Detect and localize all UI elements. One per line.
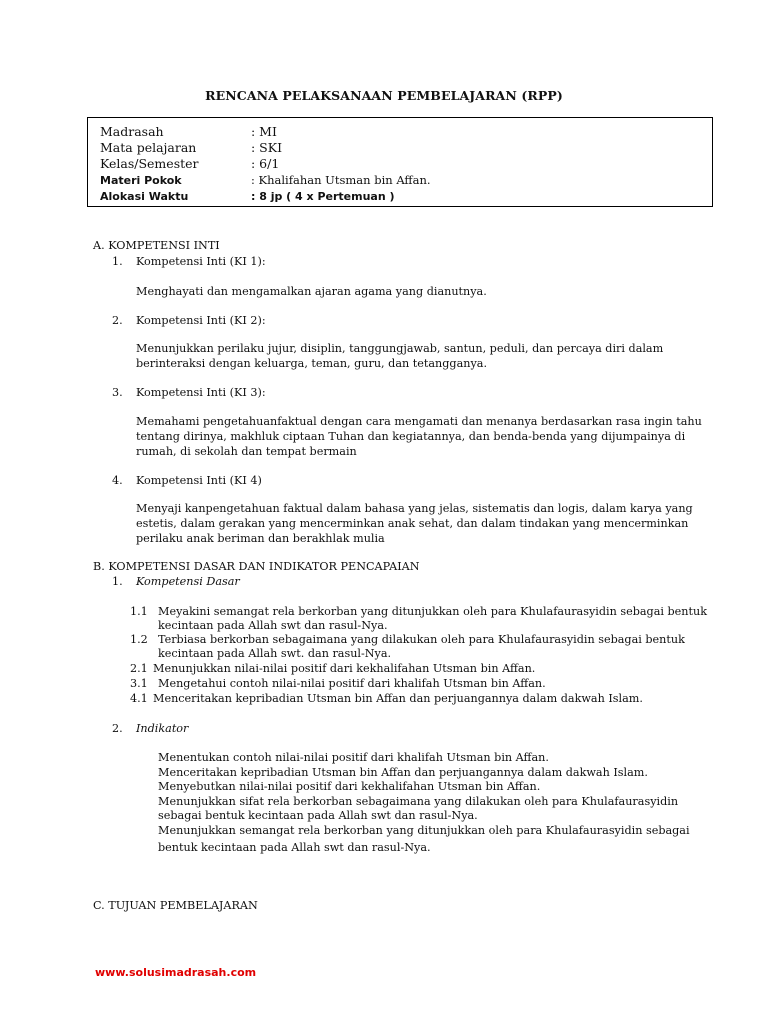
ki-text: estetis, dalam gerakan yang mencerminkan anak sehat, dan dalam tindakan yang mencerminkan — [136, 517, 689, 530]
kd-number: 3.1 — [130, 677, 148, 690]
ki-label: Kompetensi Inti (KI 2): — [136, 314, 266, 327]
ki-number: 3. — [112, 386, 123, 399]
kd-sub-label: Kompetensi Dasar — [136, 575, 240, 588]
ki-text: Menghayati dan mengamalkan ajaran agama yang dianutnya. — [136, 285, 487, 298]
indikator-item: Menunjukkan sifat rela berkorban sebagaimana yang dilakukan oleh para Khulafaurasyidin — [158, 795, 679, 808]
indikator-sub-label: Indikator — [136, 722, 189, 735]
kd-text: Mengetahui contoh nilai-nilai positif dari khalifah Utsman bin Affan. — [158, 677, 546, 690]
indikator-item: Menunjukkan semangat rela berkorban yang ditunjukkan oleh para Khulafaurasyidin sebagai — [158, 824, 690, 837]
ki-label: Kompetensi Inti (KI 3): — [136, 386, 266, 399]
section-a-heading: A. KOMPETENSI INTI — [93, 239, 220, 252]
ki-text: perilaku anak beriman dan berakhlak mulia — [136, 532, 385, 545]
ki-number: 2. — [112, 314, 123, 327]
ki-text: berinteraksi dengan keluarga, teman, guru, dan tetangganya. — [136, 357, 487, 370]
indikator-item: sebagai bentuk kecintaan pada Allah swt dan rasul-Nya. — [158, 809, 478, 822]
indikator-item: Menceritakan kepribadian Utsman bin Affan dan perjuangannya dalam dakwah Islam. — [158, 766, 648, 779]
identity-value: : 6/1 — [251, 156, 280, 171]
kd-text: kecintaan pada Allah swt dan rasul-Nya. — [158, 619, 388, 632]
indikator-item: bentuk kecintaan pada Allah swt dan rasul-Nya. — [158, 841, 431, 854]
identity-value: : MI — [251, 124, 277, 139]
ki-text: rumah, di sekolah dan tempat bermain — [136, 445, 357, 458]
ki-text: tentang dirinya, makhluk ciptaan Tuhan dan kegiatannya, dan benda-benda yang dijumpainya di — [136, 430, 686, 443]
kd-text: kecintaan pada Allah swt. dan rasul-Nya. — [158, 647, 392, 660]
identity-value: : SKI — [251, 140, 283, 155]
section-b-heading: B. KOMPETENSI DASAR DAN INDIKATOR PENCAPAIAN — [93, 560, 420, 573]
ki-number: 4. — [112, 474, 123, 487]
kd-number: 1.1 — [130, 605, 148, 618]
identity-label: Kelas/Semester — [100, 156, 199, 171]
kd-number: 4.1 — [130, 692, 148, 705]
section-c-heading: C. TUJUAN PEMBELAJARAN — [93, 899, 258, 912]
kd-text: Menceritakan kepribadian Utsman bin Affan dan perjuangannya dalam dakwah Islam. — [153, 692, 643, 705]
identity-value: : 8 jp ( 4 x Pertemuan ) — [251, 190, 395, 203]
identity-label: Madrasah — [100, 124, 164, 139]
ki-label: Kompetensi Inti (KI 1): — [136, 255, 266, 268]
document-title: RENCANA PELAKSANAAN PEMBELAJARAN (RPP) — [205, 88, 563, 103]
ki-number: 1. — [112, 255, 123, 268]
kd-text: Meyakini semangat rela berkorban yang ditunjukkan oleh para Khulafaurasyidin sebagai bentuk — [158, 605, 707, 618]
identity-value: : Khalifahan Utsman bin Affan. — [251, 173, 431, 187]
kd-text: Terbiasa berkorban sebagaimana yang dilakukan oleh para Khulafaurasyidin sebagai bentuk — [158, 633, 685, 646]
ki-label: Kompetensi Inti (KI 4) — [136, 474, 262, 487]
indikator-sub-number: 2. — [112, 722, 123, 735]
indikator-item: Menentukan contoh nilai-nilai positif dari khalifah Utsman bin Affan. — [158, 751, 549, 764]
identity-label: Alokasi Waktu — [100, 190, 189, 203]
identity-label: Materi Pokok — [100, 174, 182, 187]
identity-box — [87, 117, 713, 207]
indikator-item: Menyebutkan nilai-nilai positif dari kekhalifahan Utsman bin Affan. — [158, 780, 541, 793]
kd-number: 2.1 — [130, 662, 148, 675]
footer-website: www.solusimadrasah.com — [95, 966, 257, 979]
ki-text: Menyaji kanpengetahuan faktual dalam bahasa yang jelas, sistematis dan logis, dalam karya yang — [136, 502, 693, 515]
kd-number: 1.2 — [130, 633, 148, 646]
kd-sub-number: 1. — [112, 575, 123, 588]
identity-label: Mata pelajaran — [100, 140, 197, 155]
ki-text: Menunjukkan perilaku jujur, disiplin, tanggungjawab, santun, peduli, dan percaya diri dalam — [136, 342, 664, 355]
ki-text: Memahami pengetahuanfaktual dengan cara mengamati dan menanya berdasarkan rasa ingin tahu — [136, 415, 702, 428]
kd-text: Menunjukkan nilai-nilai positif dari kekhalifahan Utsman bin Affan. — [153, 662, 536, 675]
